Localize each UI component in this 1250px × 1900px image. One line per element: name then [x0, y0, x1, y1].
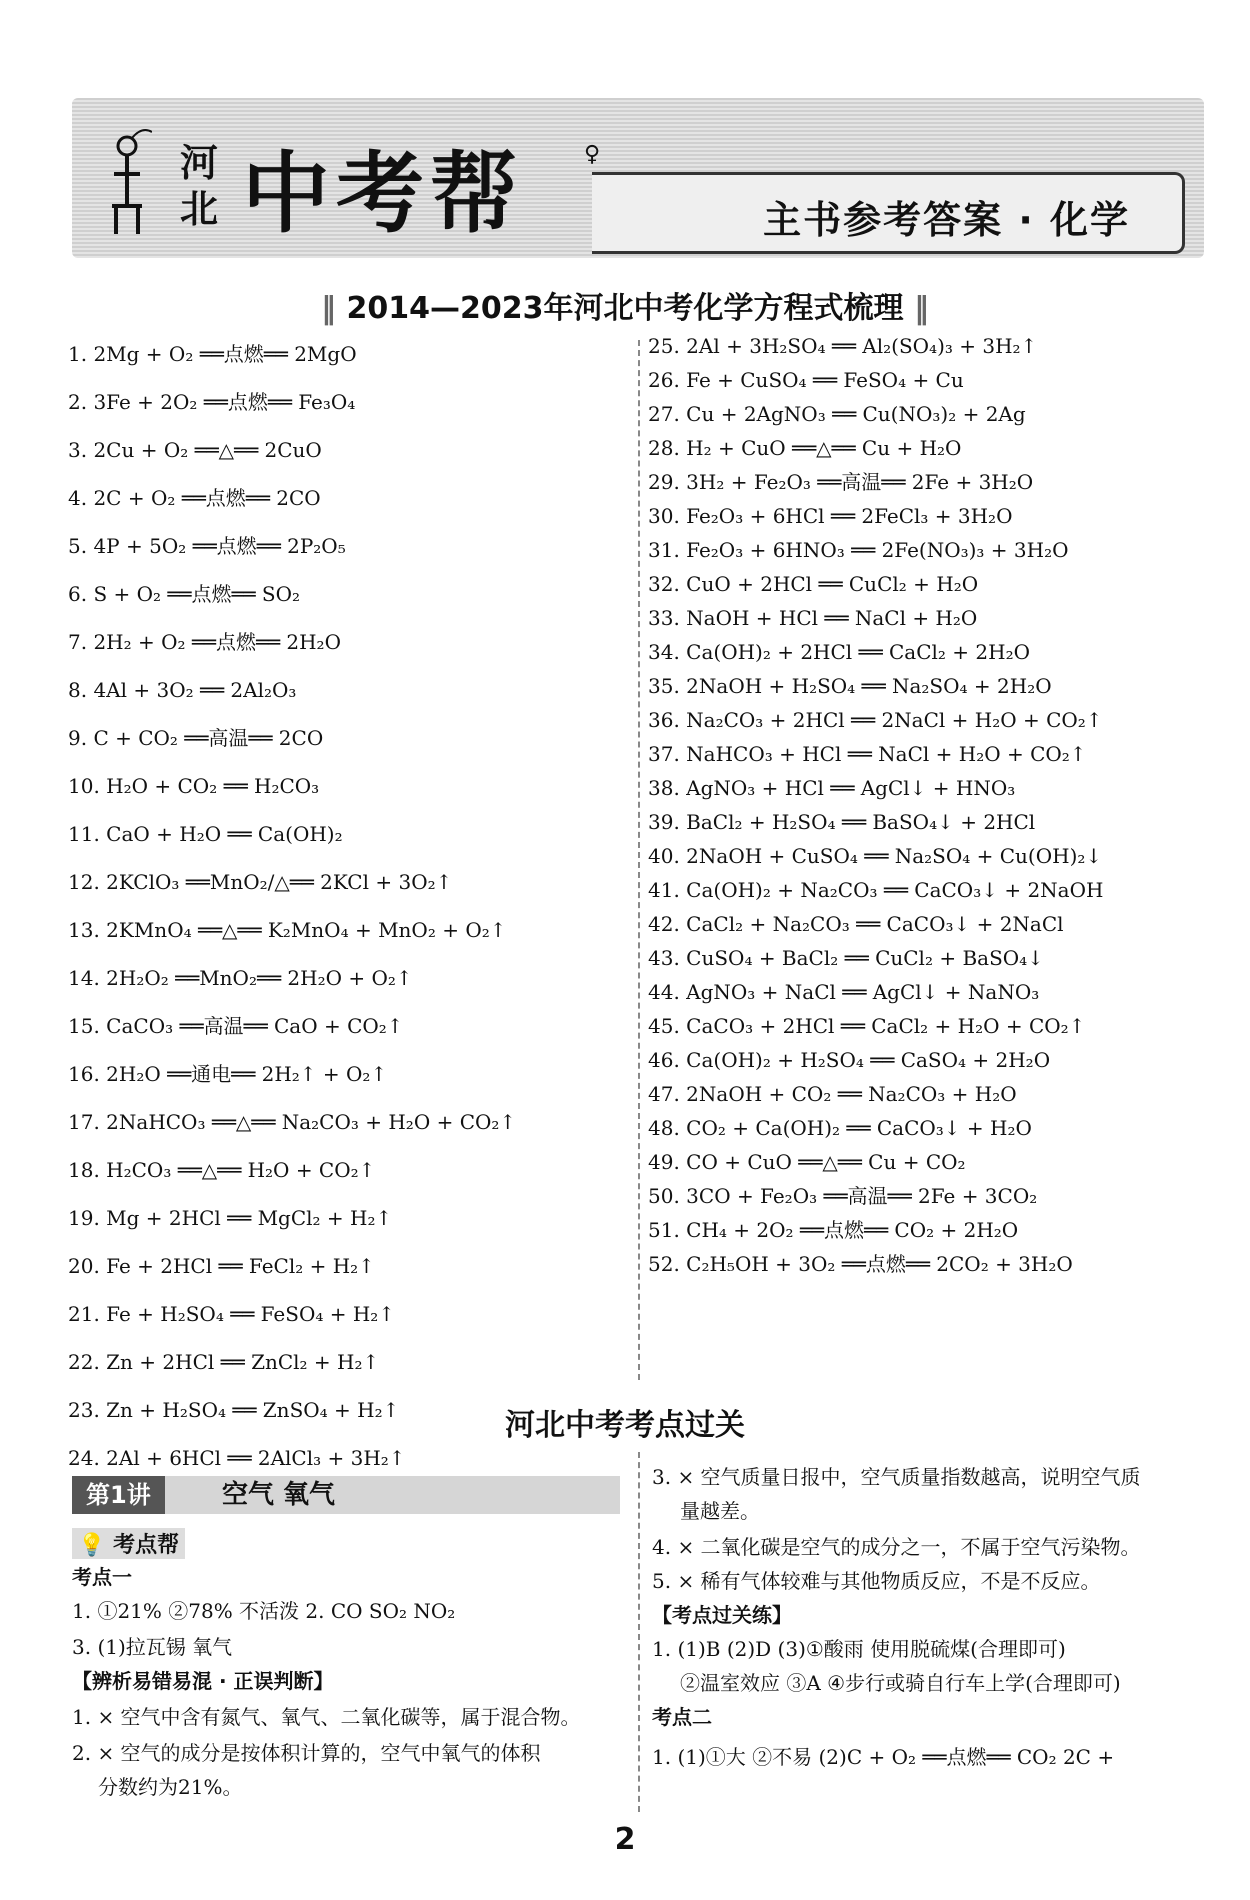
equation-item: 7. 2H₂ + O₂ ══点燃══ 2H₂O: [68, 630, 341, 654]
equation-item: 22. Zn + 2HCl ══ ZnCl₂ + H₂↑: [68, 1350, 380, 1374]
equation-item: 33. NaOH + HCl ══ NaCl + H₂O: [648, 606, 978, 630]
equation-item: 19. Mg + 2HCl ══ MgCl₂ + H₂↑: [68, 1206, 393, 1230]
equation-item: 49. CO + CuO ══△══ Cu + CO₂: [648, 1150, 966, 1174]
column-divider: [638, 340, 640, 1380]
equation-item: 17. 2NaHCO₃ ══△══ Na₂CO₃ + H₂O + CO₂↑: [68, 1110, 517, 1134]
equation-item: 39. BaCl₂ + H₂SO₄ ══ BaSO₄↓ + 2HCl: [648, 810, 1036, 834]
equation-item: 26. Fe + CuSO₄ ══ FeSO₄ + Cu: [648, 368, 964, 392]
equation-item: 36. Na₂CO₃ + 2HCl ══ 2NaCl + H₂O + CO₂↑: [648, 708, 1103, 732]
equation-item: 2. 3Fe + 2O₂ ══点燃══ Fe₃O₄: [68, 390, 356, 414]
judge-2a: 2. × 空气的成分是按体积计算的，空气中氧气的体积: [72, 1741, 541, 1765]
section-title-text: 2014—2023年河北中考化学方程式梳理: [346, 291, 904, 326]
equation-item: 23. Zn + H₂SO₄ ══ ZnSO₄ + H₂↑: [68, 1398, 400, 1422]
equation-item: 6. S + O₂ ══点燃══ SO₂: [68, 582, 301, 606]
equation-item: 28. H₂ + CuO ══△══ Cu + H₂O: [648, 436, 962, 460]
equation-item: 27. Cu + 2AgNO₃ ══ Cu(NO₃)₂ + 2Ag: [648, 402, 1026, 426]
equation-item: 47. 2NaOH + CO₂ ══ Na₂CO₃ + H₂O: [648, 1082, 1017, 1106]
equation-item: 4. 2C + O₂ ══点燃══ 2CO: [68, 486, 321, 510]
equation-item: 13. 2KMnO₄ ══△══ K₂MnO₄ + MnO₂ + O₂↑: [68, 918, 507, 942]
kd1-label: 考点一: [72, 1565, 132, 1589]
column-divider-lower: [638, 1452, 640, 1812]
lesson-header: [72, 1476, 620, 1514]
kaodian-label: 💡 考点帮: [72, 1528, 185, 1559]
equation-item: 40. 2NaOH + CuSO₄ ══ Na₂SO₄ + Cu(OH)₂↓: [648, 844, 1103, 868]
lesson-tag: 第1讲: [72, 1476, 165, 1514]
equation-item: 29. 3H₂ + Fe₂O₃ ══高温══ 2Fe + 3H₂O: [648, 470, 1034, 494]
equation-item: 44. AgNO₃ + NaCl ══ AgCl↓ + NaNO₃: [648, 980, 1040, 1004]
equation-item: 48. CO₂ + Ca(OH)₂ ══ CaCO₃↓ + H₂O: [648, 1116, 1032, 1140]
equation-item: 18. H₂CO₃ ══△══ H₂O + CO₂↑: [68, 1158, 376, 1182]
mascot-icon: [102, 126, 152, 238]
equation-item: 46. Ca(OH)₂ + H₂SO₄ ══ CaSO₄ + 2H₂O: [648, 1048, 1051, 1072]
subtitle-box: [592, 172, 1185, 254]
equation-item: 3. 2Cu + O₂ ══△══ 2CuO: [68, 438, 322, 462]
lightbulb-icon: ♀: [584, 142, 601, 167]
answer-3: 3. (1)拉瓦锡 氧气: [72, 1635, 233, 1659]
header-banner: [72, 98, 1204, 258]
equation-item: 12. 2KClO₃ ══MnO₂/△══ 2KCl + 3O₂↑: [68, 870, 453, 894]
section-heading: 河北中考考点过关: [505, 1408, 745, 1443]
equation-item: 52. C₂H₅OH + 3O₂ ══点燃══ 2CO₂ + 3H₂O: [648, 1252, 1073, 1276]
equation-item: 20. Fe + 2HCl ══ FeCl₂ + H₂↑: [68, 1254, 375, 1278]
equation-item: 50. 3CO + Fe₂O₃ ══高温══ 2Fe + 3CO₂: [648, 1184, 1038, 1208]
equation-item: 38. AgNO₃ + HCl ══ AgCl↓ + HNO₃: [648, 776, 1016, 800]
judge-3b: 量越差。: [680, 1499, 760, 1523]
brand-title: 中考帮: [242, 142, 525, 245]
practice-2: ②温室效应 ③A ④步行或骑自行车上学(合理即可): [680, 1671, 1121, 1695]
answer-1: 1. ①21% ②78% 不活泼 2. CO SO₂ NO₂: [72, 1599, 456, 1623]
equations-right-column: [648, 332, 1208, 1284]
section-title: ‖ 2014—2023年河北中考化学方程式梳理 ‖: [321, 291, 929, 326]
equation-item: 34. Ca(OH)₂ + 2HCl ══ CaCl₂ + 2H₂O: [648, 640, 1030, 664]
equation-item: 32. CuO + 2HCl ══ CuCl₂ + H₂O: [648, 572, 979, 596]
equation-item: 35. 2NaOH + H₂SO₄ ══ Na₂SO₄ + 2H₂O: [648, 674, 1052, 698]
judge-2b: 分数约为21%。: [98, 1775, 243, 1799]
practice-3: 1. (1)①大 ②不易 (2)C + O₂ ══点燃══ CO₂ 2C +: [652, 1745, 1115, 1769]
judge-heading: 【辨析易错易混 · 正误判断】: [72, 1669, 334, 1693]
brand-province: 河北: [180, 141, 219, 231]
equation-item: 10. H₂O + CO₂ ══ H₂CO₃: [68, 774, 320, 798]
equation-item: 15. CaCO₃ ══高温══ CaO + CO₂↑: [68, 1014, 404, 1038]
kd2-label: 考点二: [652, 1705, 712, 1729]
page-number: 2: [614, 1822, 636, 1857]
equation-item: 14. 2H₂O₂ ══MnO₂══ 2H₂O + O₂↑: [68, 966, 413, 990]
equation-item: 31. Fe₂O₃ + 6HNO₃ ══ 2Fe(NO₃)₃ + 3H₂O: [648, 538, 1069, 562]
equation-item: 51. CH₄ + 2O₂ ══点燃══ CO₂ + 2H₂O: [648, 1218, 1019, 1242]
judge-5: 5. × 稀有气体较难与其他物质反应，不是不反应。: [652, 1569, 1101, 1593]
equation-item: 21. Fe + H₂SO₄ ══ FeSO₄ + H₂↑: [68, 1302, 396, 1326]
equation-item: 25. 2Al + 3H₂SO₄ ══ Al₂(SO₄)₃ + 3H₂↑: [648, 334, 1038, 358]
judge-4: 4. × 二氧化碳是空气的成分之一，不属于空气污染物。: [652, 1535, 1141, 1559]
judge-1: 1. × 空气中含有氮气、氧气、二氧化碳等，属于混合物。: [72, 1705, 581, 1729]
equation-item: 16. 2H₂O ══通电══ 2H₂↑ + O₂↑: [68, 1062, 388, 1086]
equation-item: 30. Fe₂O₃ + 6HCl ══ 2FeCl₃ + 3H₂O: [648, 504, 1013, 528]
judge-3a: 3. × 空气质量日报中，空气质量指数越高，说明空气质: [652, 1465, 1141, 1489]
equation-item: 11. CaO + H₂O ══ Ca(OH)₂: [68, 822, 343, 846]
equation-item: 8. 4Al + 3O₂ ══ 2Al₂O₃: [68, 678, 297, 702]
equation-item: 1. 2Mg + O₂ ══点燃══ 2MgO: [68, 342, 357, 366]
practice-1: 1. (1)B (2)D (3)①酸雨 使用脱硫煤(合理即可): [652, 1637, 1066, 1661]
equation-item: 45. CaCO₃ + 2HCl ══ CaCl₂ + H₂O + CO₂↑: [648, 1014, 1086, 1038]
equation-item: 9. C + CO₂ ══高温══ 2CO: [68, 726, 324, 750]
subtitle: 主书参考答案 · 化学: [763, 198, 1130, 242]
practice-heading: 【考点过关练】: [652, 1603, 792, 1627]
equation-item: 24. 2Al + 6HCl ══ 2AlCl₃ + 3H₂↑: [68, 1446, 406, 1470]
lesson-name: 空气 氧气: [222, 1480, 336, 1510]
equation-item: 41. Ca(OH)₂ + Na₂CO₃ ══ CaCO₃↓ + 2NaOH: [648, 878, 1104, 902]
equations-left-column: [68, 340, 628, 1492]
equation-item: 37. NaHCO₃ + HCl ══ NaCl + H₂O + CO₂↑: [648, 742, 1087, 766]
kaodian-text: 考点帮: [113, 1533, 180, 1558]
equation-item: 42. CaCl₂ + Na₂CO₃ ══ CaCO₃↓ + 2NaCl: [648, 912, 1064, 936]
equation-item: 43. CuSO₄ + BaCl₂ ══ CuCl₂ + BaSO₄↓: [648, 946, 1044, 970]
equation-item: 5. 4P + 5O₂ ══点燃══ 2P₂O₅: [68, 534, 346, 558]
